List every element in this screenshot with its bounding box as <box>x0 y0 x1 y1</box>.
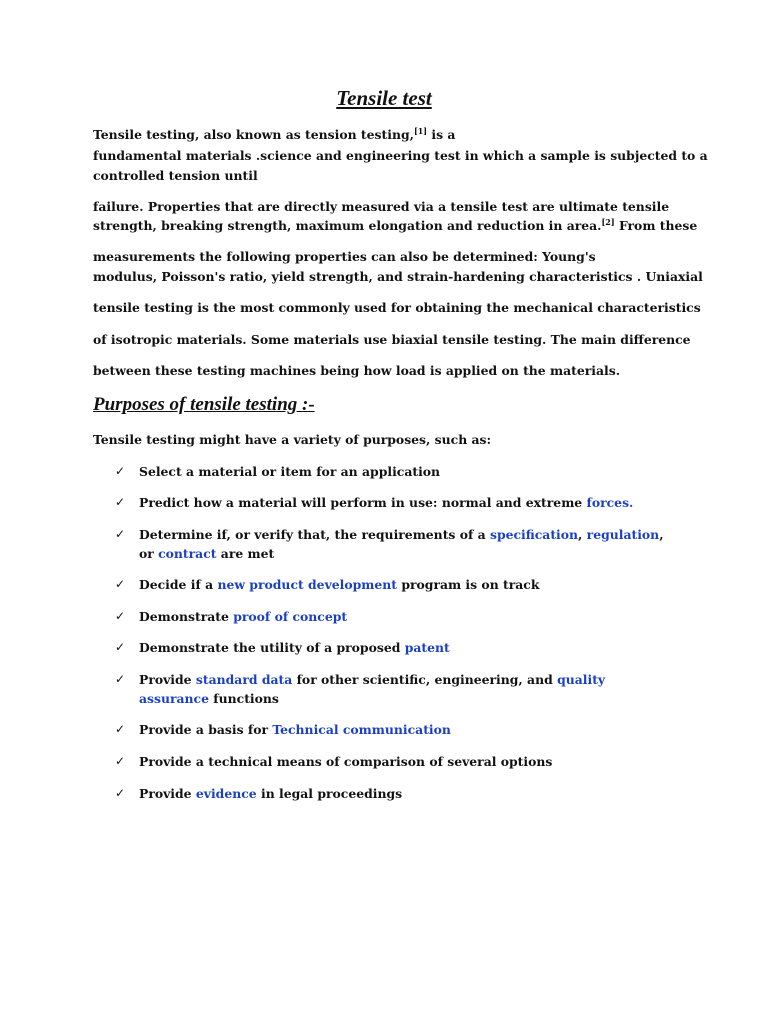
list-item-text-continued <box>139 689 279 708</box>
list-item-text <box>139 720 451 739</box>
intro-line-4: failure. Properties that are directly measured via a tensile test are ultimate tensile <box>93 199 670 214</box>
citation-1[interactable]: [1] <box>413 126 428 136</box>
text-run: , <box>578 527 587 542</box>
intro-line-9: of isotropic materials. Some materials use biaxial tensile testing. The main difference <box>93 332 691 347</box>
checkmark-icon: ✓ <box>115 754 126 768</box>
list-item-text <box>139 607 347 626</box>
list-item-text-continued <box>139 544 274 563</box>
link-forces[interactable]: forces <box>586 495 630 510</box>
link-proof-of-concept[interactable]: proof of concept <box>233 609 348 624</box>
text-run: are met <box>216 546 275 561</box>
checkmark-icon: ✓ <box>115 722 126 736</box>
text-run: . <box>629 495 634 510</box>
intro-line-3: controlled tension until <box>93 168 258 183</box>
checkmark-icon: ✓ <box>115 495 126 509</box>
citation-2[interactable]: [2] <box>601 217 615 227</box>
text-run: functions <box>208 691 279 706</box>
checkmark-icon: ✓ <box>115 786 126 800</box>
link-standard-data[interactable]: standard data <box>195 672 293 687</box>
checkmark-icon: ✓ <box>115 640 126 654</box>
text-run: or <box>139 546 159 561</box>
link-technical-communication[interactable]: Technical communication <box>272 722 451 737</box>
list-item-text <box>139 493 633 512</box>
intro-text: strength, breaking strength, maximum elongation and reduction in area. <box>93 218 602 233</box>
checkmark-icon: ✓ <box>115 577 126 591</box>
link-specification[interactable]: specification <box>489 527 579 542</box>
text-run: Provide a basis for <box>139 722 273 737</box>
list-item-text: Provide a technical means of comparison of several options <box>139 754 553 769</box>
link-patent[interactable]: patent <box>404 640 450 655</box>
list-item-text: Select a material or item for an application <box>139 464 441 479</box>
text-run: , <box>659 527 664 542</box>
link-contract[interactable]: contract <box>158 546 217 561</box>
intro-line-7: modulus, Poisson's ratio, yield strength, and strain-hardening characteristics . Uniaxial <box>93 269 703 284</box>
intro-line-2: fundamental materials .science and engineering test in which a sample is subjected to a <box>93 148 708 163</box>
text-run: Demonstrate <box>139 609 234 624</box>
intro-text: is a <box>427 127 456 142</box>
checkmark-icon: ✓ <box>115 609 126 623</box>
checkmark-icon: ✓ <box>115 464 126 478</box>
link-new-product-development[interactable]: new product development <box>217 577 398 592</box>
intro-text: Tensile testing, also known as tension testing, <box>93 127 414 142</box>
text-run: Provide <box>139 786 196 801</box>
intro-text: From these <box>614 218 698 233</box>
list-item-text <box>139 784 402 803</box>
checkmark-icon: ✓ <box>115 527 126 541</box>
text-run: in legal proceedings <box>256 786 403 801</box>
intro-line-1 <box>93 127 455 143</box>
section-heading-purposes: Purposes of tensile testing :- <box>93 394 315 415</box>
text-run: for other scientific, engineering, and <box>292 672 558 687</box>
intro-line-10: between these testing machines being how load is applied on the materials. <box>93 363 621 378</box>
text-run: Predict how a material will perform in use: normal and extreme <box>139 495 587 510</box>
text-run: Decide if a <box>139 577 218 592</box>
checkmark-icon: ✓ <box>115 672 126 686</box>
list-item-text <box>139 638 450 657</box>
list-item-text <box>139 525 664 544</box>
link-regulation[interactable]: regulation <box>586 527 660 542</box>
link-evidence[interactable]: evidence <box>195 786 257 801</box>
intro-line-8: tensile testing is the most commonly used for obtaining the mechanical characteristics <box>93 300 701 315</box>
link-quality[interactable]: quality <box>557 672 606 687</box>
intro-line-6: measurements the following properties can also be determined: Young's <box>93 249 596 264</box>
list-item-text <box>139 670 605 689</box>
text-run: Demonstrate the utility of a proposed <box>139 640 405 655</box>
intro-line-5 <box>93 218 697 234</box>
list-item-text <box>139 575 539 594</box>
text-run: Provide <box>139 672 196 687</box>
page-title: Tensile test <box>336 86 432 110</box>
purposes-lead: Tensile testing might have a variety of purposes, such as: <box>93 432 492 447</box>
text-run: program is on track <box>397 577 540 592</box>
text-run: Determine if, or verify that, the requirements of a <box>139 527 490 542</box>
link-assurance[interactable]: assurance <box>139 691 209 706</box>
